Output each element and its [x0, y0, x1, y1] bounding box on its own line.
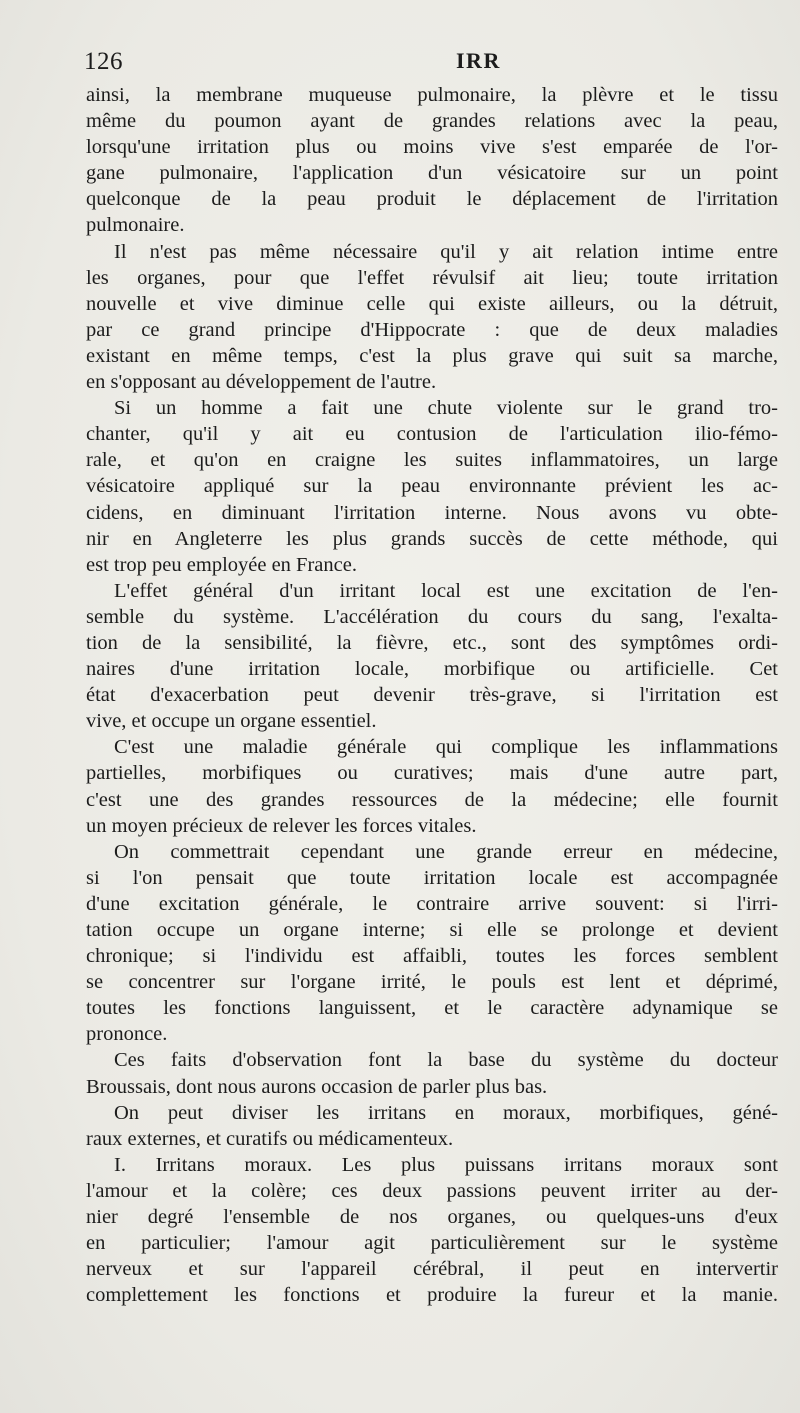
text-line: pulmonaire.	[86, 214, 185, 237]
text-line: raux externes, et curatifs ou médicamenteux.	[86, 1127, 454, 1150]
text-line: si l'on pensait que toute irritation locale est accompagnée	[86, 866, 778, 889]
text-line: tation occupe un organe interne; si elle se prolonge et devient	[86, 919, 778, 941]
text-line: vive, et occupe un organe essentiel.	[86, 710, 377, 733]
text-line: Si un homme a fait une chute violente sur le grand tro-	[114, 397, 778, 420]
text-line: partielles, morbifiques ou curatives; mais d'une autre part,	[86, 762, 778, 785]
text-line: nier degré l'ensemble de nos organes, ou quelques-uns d'eux	[86, 1206, 778, 1229]
text-line: gane pulmonaire, l'application d'un vésicatoire sur un point	[86, 162, 778, 185]
text-line: Ces faits d'observation font la base du système du docteur	[114, 1049, 778, 1072]
text-line: nerveux et sur l'appareil cérébral, il peut en intervertir	[86, 1258, 778, 1281]
text-line: naires d'une irritation locale, morbifique ou artificielle. Cet	[86, 658, 778, 681]
text-line: en particulier; l'amour agit particulièrement sur le système	[86, 1232, 778, 1255]
page-number: 126	[84, 48, 123, 75]
text-line: Il n'est pas même nécessaire qu'il y ait relation intime entre	[114, 240, 778, 263]
text-line: prononce.	[86, 1023, 168, 1046]
text-line: nir en Angleterre les plus grands succès de cette méthode, qui	[86, 527, 778, 550]
text-line: chronique; si l'individu est affaibli, toutes les forces semblent	[86, 945, 778, 968]
text-line: cidens, en diminuant l'irritation interne. Nous avons vu obte-	[86, 501, 778, 524]
text-line: d'une excitation générale, le contraire arrive souvent: si l'irri-	[86, 892, 778, 915]
text-line: complettement les fonctions et produire la fureur et la manie.	[86, 1284, 778, 1307]
text-line: C'est une maladie générale qui complique les inflammations	[114, 736, 778, 759]
body-text	[86, 82, 778, 1308]
text-line: c'est une des grandes ressources de la médecine; elle fournit	[86, 788, 778, 811]
text-line: Broussais, dont nous aurons occasion de parler plus bas.	[86, 1075, 548, 1098]
text-line: se concentrer sur l'organe irrité, le pouls est lent et déprimé,	[86, 971, 778, 994]
text-line: rale, et qu'on en craigne les suites inflammatoires, un large	[86, 449, 778, 472]
text-line: par ce grand principe d'Hippocrate : que de deux maladies	[86, 318, 778, 341]
text-line: est trop peu employée en France.	[86, 553, 357, 576]
text-line: L'effet général d'un irritant local est une excitation de l'en-	[114, 579, 778, 602]
text-line: toutes les fonctions languissent, et le caractère adynamique se	[86, 997, 778, 1020]
page-header	[84, 48, 778, 82]
text-line: les organes, pour que l'effet révulsif ait lieu; toute irritation	[86, 266, 778, 289]
text-line: ainsi, la membrane muqueuse pulmonaire, la plèvre et le tissu	[86, 84, 778, 106]
text-line: On peut diviser les irritans en moraux, morbifiques, géné-	[114, 1101, 778, 1124]
text-line: nouvelle et vive diminue celle qui existe ailleurs, ou la détruit,	[86, 292, 778, 315]
text-line: semble du système. L'accélération du cours du sang, l'exalta-	[86, 605, 778, 628]
text-line: même du poumon ayant de grandes relations avec la peau,	[86, 110, 778, 133]
text-line: I. Irritans moraux. Les plus puissans irritans moraux sont	[114, 1153, 778, 1176]
text-line: état d'exacerbation peut devenir très-grave, si l'irritation est	[86, 684, 778, 707]
text-line: en s'opposant au développement de l'autre.	[86, 371, 437, 394]
text-line: l'amour et la colère; ces deux passions peuvent irriter au der-	[86, 1179, 778, 1202]
text-line: lorsqu'une irritation plus ou moins vive s'est emparée de l'or-	[86, 136, 778, 159]
text-line: existant en même temps, c'est la plus grave qui suit sa marche,	[86, 344, 778, 367]
text-line: quelconque de la peau produit le déplacement de l'irritation	[86, 188, 778, 211]
running-head: IRR	[456, 48, 501, 73]
text-line: On commettrait cependant une grande erreur en médecine,	[114, 840, 778, 863]
text-line: tion de la sensibilité, la fièvre, etc., sont des symptômes ordi-	[86, 631, 778, 654]
text-line: vésicatoire appliqué sur la peau environnante prévient les ac-	[86, 475, 778, 498]
text-line: un moyen précieux de relever les forces vitales.	[86, 814, 477, 837]
text-line: chanter, qu'il y ait eu contusion de l'articulation ilio-fémo-	[86, 423, 778, 446]
